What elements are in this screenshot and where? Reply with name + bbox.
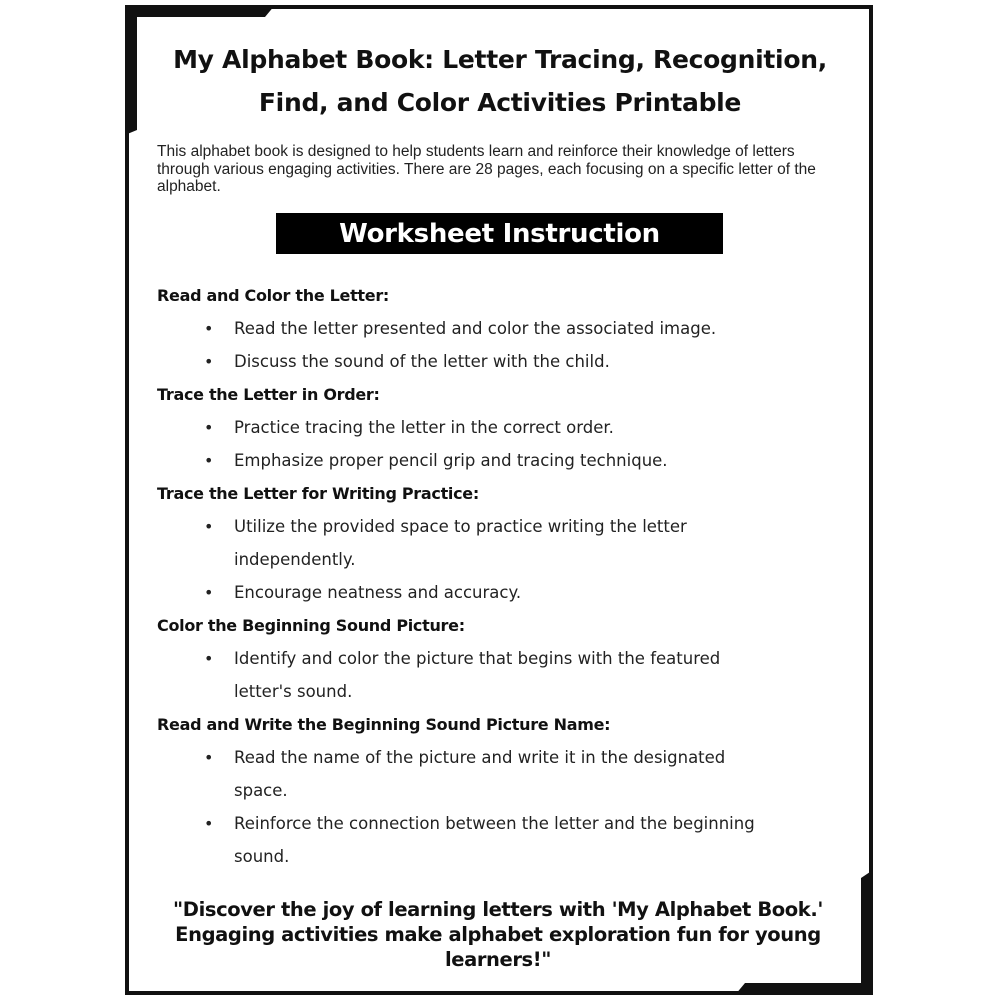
bullet-icon: • — [204, 748, 214, 767]
bullet-icon: • — [204, 517, 214, 536]
list-item — [157, 807, 779, 873]
title-line-2: Find, and Color Activities Printable — [258, 88, 742, 117]
bullet-icon: • — [204, 352, 214, 371]
bullet-icon: • — [204, 319, 214, 338]
list-item — [157, 444, 779, 477]
bullet-icon: • — [204, 649, 214, 668]
bullet-icon: • — [204, 451, 214, 470]
list-item — [157, 345, 779, 378]
bullet-text: Read the letter presented and color the associated image. — [234, 319, 717, 338]
section-read-write-name — [157, 708, 837, 873]
section-heading: Trace the Letter for Writing Practice: — [157, 484, 479, 503]
list-item — [157, 741, 779, 807]
closing-quote: "Discover the joy of learning letters with 'My Alphabet Book.' Engaging activities make alphabet exploration fun for young learners!" — [173, 898, 823, 971]
list-item — [157, 312, 779, 345]
section-trace-writing — [157, 477, 837, 609]
bullet-list — [157, 642, 837, 708]
section-color-picture — [157, 609, 837, 708]
bullet-text: Utilize the provided space to practice writing the letter independently. — [234, 517, 687, 569]
instruction-sections — [157, 279, 837, 873]
list-item — [157, 510, 779, 576]
bullet-list — [157, 741, 837, 873]
section-heading: Read and Color the Letter: — [157, 286, 390, 305]
bullet-text: Practice tracing the letter in the correct order. — [234, 418, 614, 437]
title-line-1: My Alphabet Book: Letter Tracing, Recognition, — [173, 45, 827, 74]
bullet-icon: • — [204, 814, 214, 833]
bullet-list — [157, 312, 837, 378]
worksheet-instruction-banner: Worksheet Instruction — [276, 213, 723, 254]
page-title — [130, 38, 870, 124]
bullet-text: Read the name of the picture and write it in the designated space. — [234, 748, 726, 800]
bullet-text: Identify and color the picture that begins with the featured letter's sound. — [234, 649, 721, 701]
list-item — [157, 642, 779, 708]
section-heading: Trace the Letter in Order: — [157, 385, 380, 404]
intro-paragraph: This alphabet book is designed to help students learn and reinforce their knowledge of letters through various engaging activities. There are 28 pages, each focusing on a specific letter of the alphabet. — [157, 143, 816, 195]
bullet-list — [157, 411, 837, 477]
section-heading: Color the Beginning Sound Picture: — [157, 616, 465, 635]
bullet-text: Discuss the sound of the letter with the child. — [234, 352, 610, 371]
bullet-text: Reinforce the connection between the letter and the beginning sound. — [234, 814, 755, 866]
list-item — [157, 576, 779, 609]
bullet-text: Emphasize proper pencil grip and tracing technique. — [234, 451, 668, 470]
bullet-icon: • — [204, 583, 214, 602]
section-heading: Read and Write the Beginning Sound Picture Name: — [157, 715, 611, 734]
bullet-list — [157, 510, 837, 609]
list-item — [157, 411, 779, 444]
section-read-color — [157, 279, 837, 378]
section-trace-order — [157, 378, 837, 477]
bullet-text: Encourage neatness and accuracy. — [234, 583, 522, 602]
bullet-icon: • — [204, 418, 214, 437]
